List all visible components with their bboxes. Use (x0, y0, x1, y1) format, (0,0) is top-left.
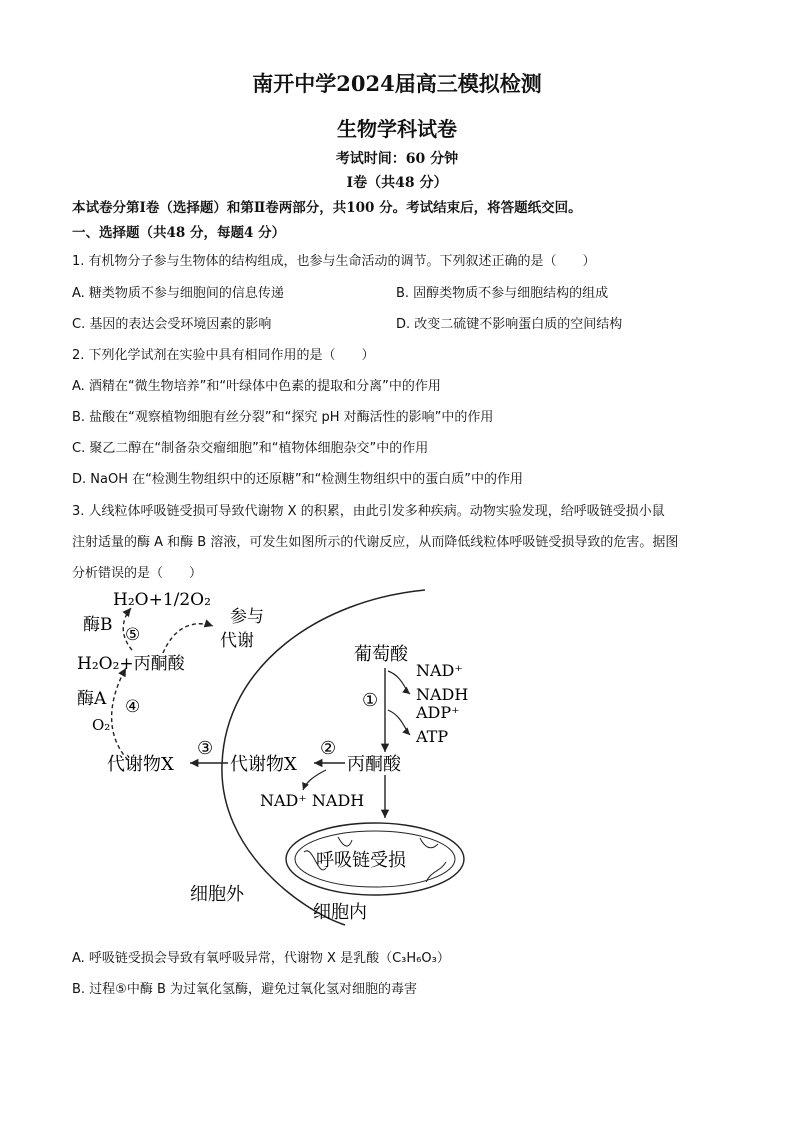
q2-option-a: A. 酒精在“微生物培养”和“叶绿体中色素的提取和分离”中的作用 (72, 379, 441, 394)
section-heading: 一、选择题（共48 分，每题4 分） (72, 225, 286, 241)
nad-arrow (303, 770, 326, 790)
step-1-label: ① (362, 690, 379, 711)
adp-label: ADP⁺ (416, 703, 460, 722)
q1-option-d: D. 改变二硫键不影响蛋白质的空间结构 (396, 317, 623, 332)
nad-plus-label: NAD⁺ (416, 661, 463, 680)
h2o-label: H₂O+1/2O₂ (113, 590, 211, 610)
step-3-label: ③ (197, 738, 214, 759)
metabolite-x-inside: 代谢物X (230, 754, 297, 775)
q3-option-a: A. 呼吸链受损会导致有氧呼吸异常，代谢物 X 是乳酸（C₃H₆O₃） (72, 951, 450, 966)
q1-option-a: A. 糖类物质不参与细胞间的信息传递 (72, 286, 284, 301)
q1-option-c: C. 基因的表达会受环境因素的影响 (72, 317, 272, 332)
q2-stem: 2. 下列化学试剂在实验中具有相同作用的是（ ） (72, 348, 375, 363)
step-2-label: ② (320, 738, 337, 759)
dashed-arrow-h2o (123, 608, 132, 650)
cristae (304, 837, 446, 882)
page-title: 南开中学2024届高三模拟检测 (252, 71, 542, 96)
respiratory-chain-label: 呼吸链受损 (316, 850, 406, 871)
glucose-label: 葡萄酸 (354, 644, 408, 665)
q2-option-d: D. NaOH 在“检测生物组织中的还原糖”和“检测生物组织中的蛋白质”中的作用 (72, 472, 524, 487)
h2o2-pyruvate-label: H₂O₂+丙酮酸 (77, 654, 185, 674)
nadh-label: NADH (416, 685, 469, 704)
step-4-label: ④ (125, 697, 141, 717)
q2-option-c: C. 聚乙二醇在“制备杂交瘤细胞”和“植物体细胞杂交”中的作用 (72, 441, 429, 456)
o2-label: O₂ (92, 716, 111, 734)
mitochondrion-inner (295, 831, 455, 887)
q3-stem-line1: 3. 人线粒体呼吸链受损可导致代谢物 X 的积累，由此引发多种疾病。动物实验发现，给呼吸链受损小鼠 (72, 504, 665, 519)
dashed-arrow-h2o2 (112, 668, 128, 760)
pyruvate-label: 丙酮酸 (347, 754, 401, 775)
extracellular-label: 细胞外 (190, 884, 244, 905)
join-label-1: 参与 (230, 607, 264, 627)
enzyme-b-label: 酶B (83, 615, 113, 635)
q1-stem: 1. 有机物分子参与生物体的结构组成，也参与生命活动的调节。下列叙述正确的是（ ） (72, 254, 596, 269)
mitochondrion-outer (286, 823, 464, 895)
volume-label: Ⅰ卷（共48 分） (346, 175, 448, 191)
nad-nadh-label: NAD⁺ NADH (260, 791, 365, 810)
q2-option-b: B. 盐酸在“观察植物细胞有丝分裂”和“探究 pH 对酶活性的影响”中的作用 (72, 410, 494, 425)
q3-option-b: B. 过程⑤中酶 B 为过氧化氢酶，避免过氧化氢对细胞的毒害 (72, 982, 418, 997)
q3-stem-line3: 分析错误的是（ ） (72, 566, 203, 581)
intracellular-label: 细胞内 (313, 902, 367, 923)
instructions: 本试卷分第Ⅰ卷（选择题）和第Ⅱ卷两部分，共100 分。考试结束后，将答题纸交回。 (72, 200, 582, 216)
atp-label: ATP (416, 727, 449, 746)
adp-curve (388, 710, 410, 735)
metabolite-x-outside: 代谢物X (107, 754, 174, 775)
enzyme-a-label: 酶A (77, 689, 107, 709)
q1-option-b: B. 固醇类物质不参与细胞结构的组成 (396, 286, 609, 301)
cell-membrane (222, 590, 425, 925)
page-subtitle: 生物学科试卷 (337, 117, 457, 141)
join-label-2: 代谢 (220, 631, 254, 651)
step-5-label: ⑤ (125, 625, 141, 645)
q3-stem-line2: 注射适量的酶 A 和酶 B 溶液，可发生如图所示的代谢反应，从而降低线粒体呼吸链受损导致的危害。据图 (72, 535, 679, 550)
dashed-arrow-metabolism (163, 624, 213, 653)
exam-time: 考试时间：60 分钟 (335, 151, 459, 167)
nad-curve (388, 671, 410, 694)
